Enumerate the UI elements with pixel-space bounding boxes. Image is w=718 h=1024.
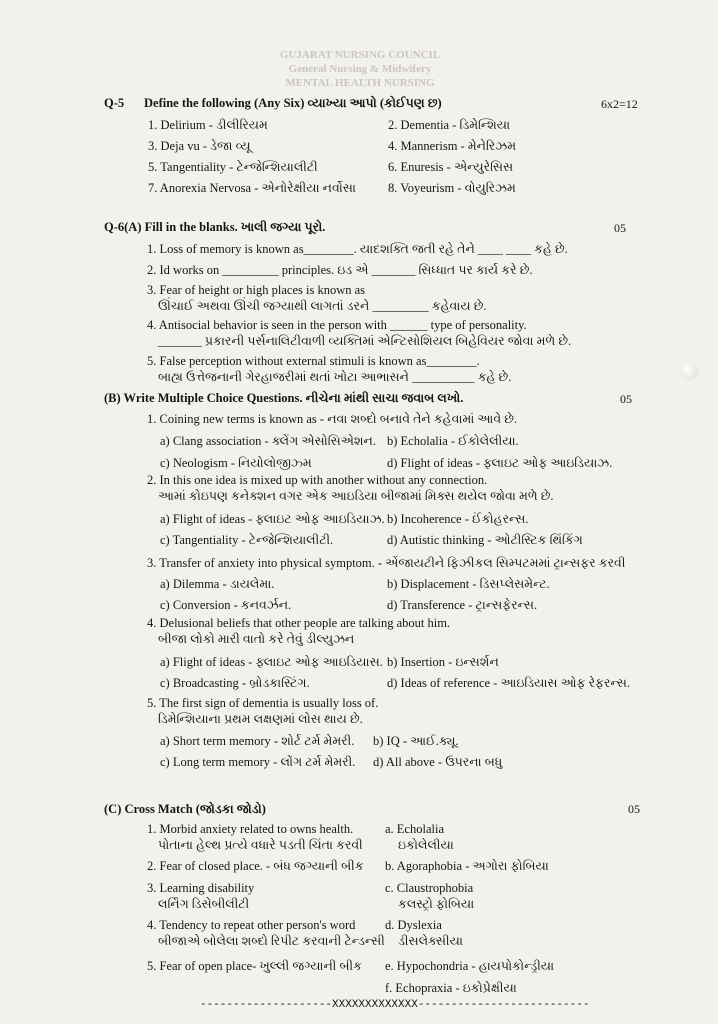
q6a-marks: 05 — [614, 221, 626, 235]
match-left: લર્નિંગ ડિસેબીલીટી — [158, 897, 250, 911]
match-right: e. Hypochondria - હાયપોકોન્ડ્રીયા — [385, 959, 555, 973]
match-right: ઇકોલેલીયા — [398, 838, 454, 852]
q5-item: 8. Voyeurism - વોયુરિઝમ — [388, 181, 516, 195]
q5-number: Q-5 — [104, 96, 125, 110]
mcq-option: d) Autistic thinking - ઓટીસ્ટિક થિંકિંગ — [387, 533, 583, 547]
ghost-line: General Nursing & Midwifery — [288, 63, 432, 75]
mcq-option: d) All above - ઉપરના બધુ — [373, 755, 503, 769]
q6a-line: 3. Fear of height or high places is known as — [147, 283, 366, 297]
match-left: 4. Tendency to repeat other person's word — [147, 918, 356, 932]
q5-item: 6. Enuresis - એન્યુરેસિસ — [388, 160, 514, 174]
match-left: 1. Morbid anxiety related to owns health. — [147, 822, 354, 836]
mcq-option: a) Clang association - ક્લેંગ એસોસિએશન. — [160, 434, 376, 448]
match-right: કલસ્ટ્રો ફોબિયા — [398, 897, 475, 911]
q5-title: Define the following (Any Six) વ્યાખ્યા આપો (કોઈપણ છ) — [144, 96, 442, 110]
match-right: f. Echopraxia - ઇકોપ્રેક્ષીયા — [385, 981, 517, 995]
q6b-marks: 05 — [620, 392, 632, 406]
match-left: 3. Learning disability — [147, 881, 255, 895]
q6a-line: 4. Antisocial behavior is seen in the person with ______ type of personality. — [147, 318, 527, 332]
ghost-line: MENTAL HEALTH NURSING — [285, 77, 435, 89]
mcq-option: b) Insertion - ઇન્સર્શન — [387, 655, 499, 669]
mcq-stem: 5. The first sign of dementia is usually loss of. — [147, 696, 379, 710]
mcq-stem: 3. Transfer of anxiety into physical symptom. - એંજાયટીને ફિઝીકલ સિમ્પટમમાં ટ્રાન્સફર કરવી — [147, 556, 626, 570]
q6a-line: ઊંચાઈ અથવા ઊંચી જગ્યાથી લાગતાં ડરને _________ કહેવાય છે. — [158, 299, 487, 313]
mcq-option: d) Flight of ideas - ફ્લાઇટ ઓફ આઇડિયાઝ. — [387, 456, 613, 470]
match-left: 5. Fear of open place- ખુલ્લી જગ્યાની બીક — [147, 959, 362, 973]
mcq-option: c) Neologism - નિયોલોજીઝ્મ — [160, 456, 312, 470]
mcq-stem: આમાં કોઇપણ કનેક્શન વગર એક આઇડિયા બીજામાં મિક્સ થયેલ જોવા મળે છે. — [158, 489, 554, 503]
match-right: a. Echolalia — [385, 822, 444, 836]
mcq-option: b) IQ - આઈ.ક્યૂ. — [373, 734, 459, 748]
mcq-option: d) Ideas of reference - આઇડિયાસ ઓફ રેફરન્સ. — [387, 676, 630, 690]
q5-marks: 6x2=12 — [601, 97, 638, 111]
q5-item: 7. Anorexia Nervosa - એનોરેક્ષીયા નર્વોસા — [148, 181, 356, 195]
match-left: 2. Fear of closed place. - બંધ જગ્યાની બીક — [147, 859, 364, 873]
mcq-option: d) Transference - ટ્રાન્સફેરન્સ. — [387, 598, 538, 612]
mcq-option: b) Displacement - ડિસપ્લેસમેન્ટ. — [387, 577, 550, 591]
mcq-stem: 1. Coining new terms is known as - નવા શબ્દો બનાવે તેને કહેવામાં આવે છે. — [147, 412, 518, 426]
q6a-line: _______ પ્રકારની પર્સનાલિટીવાળી વ્યક્તિમાં એન્ટિસોશિયલ બિહેવિયર જોવા મળે છે. — [158, 334, 572, 348]
match-left: પોતાના હેલ્થ પ્રત્યે વધારે પડતી ચિંતા કરવી — [158, 838, 363, 852]
q6a-line: 1. Loss of memory is known as________. યાદશક્તિ જતી રહે તેને ____ ____ કહે છે. — [147, 242, 568, 256]
match-right: ડીસલેક્સીયા — [398, 934, 463, 948]
match-right: c. Claustrophobia — [385, 881, 474, 895]
q6b-title: (B) Write Multiple Choice Questions. નીચેના માંથી સાચા જવાબ લખો. — [104, 391, 464, 405]
q6a-line: 2. Id works on _________ principles. ઇડ એ _______ સિધ્ધાત પર કાર્ય કરે છે. — [147, 263, 533, 277]
mcq-option: b) Echolalia - ઈકોલેલીયા. — [387, 434, 519, 448]
q6a-line: બાહ્ય ઉત્તેજનાની ગેરહાજરીમાં થતાં ખોટા આભાસને __________ કહે છે. — [158, 370, 512, 384]
q5-item: 4. Mannerism - મેનેરિઝમ — [388, 139, 517, 153]
mcq-stem: ડિમેન્શિયાના પ્રથમ લક્ષણમાં લોસ થાય છે. — [158, 712, 363, 726]
mcq-stem: 4. Delusional beliefs that other people are talking about him. — [147, 616, 451, 630]
mcq-option: c) Conversion - કનવર્ઝન. — [160, 598, 292, 612]
q5-item: 1. Delirium - ડીલીરિયમ — [148, 118, 268, 132]
match-right: d. Dyslexia — [385, 918, 442, 932]
mcq-option: c) Long term memory - લોંગ ટર્મ મેમરી. — [160, 755, 356, 769]
q6a-title: Q-6(A) Fill in the blanks. ખાલી જગ્યા પૂરો. — [104, 220, 326, 234]
q5-item: 5. Tangentiality - ટેન્જેન્શિયાલીટી — [148, 160, 318, 174]
end-divider: --------------------XXXXXXXXXXXXX-------------------------- — [200, 999, 590, 1011]
mcq-option: a) Flight of ideas - ફ્લાઇટ ઓફ આઇડિયાસ. — [160, 655, 383, 669]
mcq-option: a) Short term memory - શોર્ટ ટર્મ મેમરી. — [160, 734, 355, 748]
punch-hole — [680, 362, 698, 380]
mcq-option: c) Tangentiality - ટેન્જેન્શિયાલીટી. — [160, 533, 334, 547]
q6c-marks: 05 — [628, 802, 640, 816]
q6a-line: 5. False perception without external stimuli is known as________. — [147, 354, 480, 368]
mcq-stem: બીજા લોકો મારી વાતો કરે તેવું ડીલ્યુઝન — [158, 632, 355, 646]
ghost-line: GUJARAT NURSING COUNCIL — [279, 49, 441, 61]
match-left: બીજાએ બોલેલા શબ્દો રિપીટ કરવાની ટેન્ડન્સી — [158, 934, 385, 948]
mcq-option: a) Flight of ideas - ફ્લાઇટ ઓફ આઇડિયાઝ. — [160, 512, 385, 526]
bleed-through-header — [195, 48, 525, 90]
mcq-option: b) Incoherence - ઈંકોહરન્સ. — [387, 512, 529, 526]
q6c-title: (C) Cross Match (જોડકા જોડો) — [104, 802, 266, 816]
match-right: b. Agoraphobia - અગોરા ફોબિયા — [385, 859, 549, 873]
mcq-option: c) Broadcasting - બ્રોડકાસ્ટિંગ. — [160, 676, 310, 690]
mcq-stem: 2. In this one idea is mixed up with another without any connection. — [147, 473, 488, 487]
mcq-option: a) Dilemma - ડાયલેમા. — [160, 577, 275, 591]
q5-item: 3. Deja vu - ડેજા વ્યૂ — [148, 139, 251, 153]
q5-item: 2. Dementia - ડિમેન્શિયા — [388, 118, 511, 132]
